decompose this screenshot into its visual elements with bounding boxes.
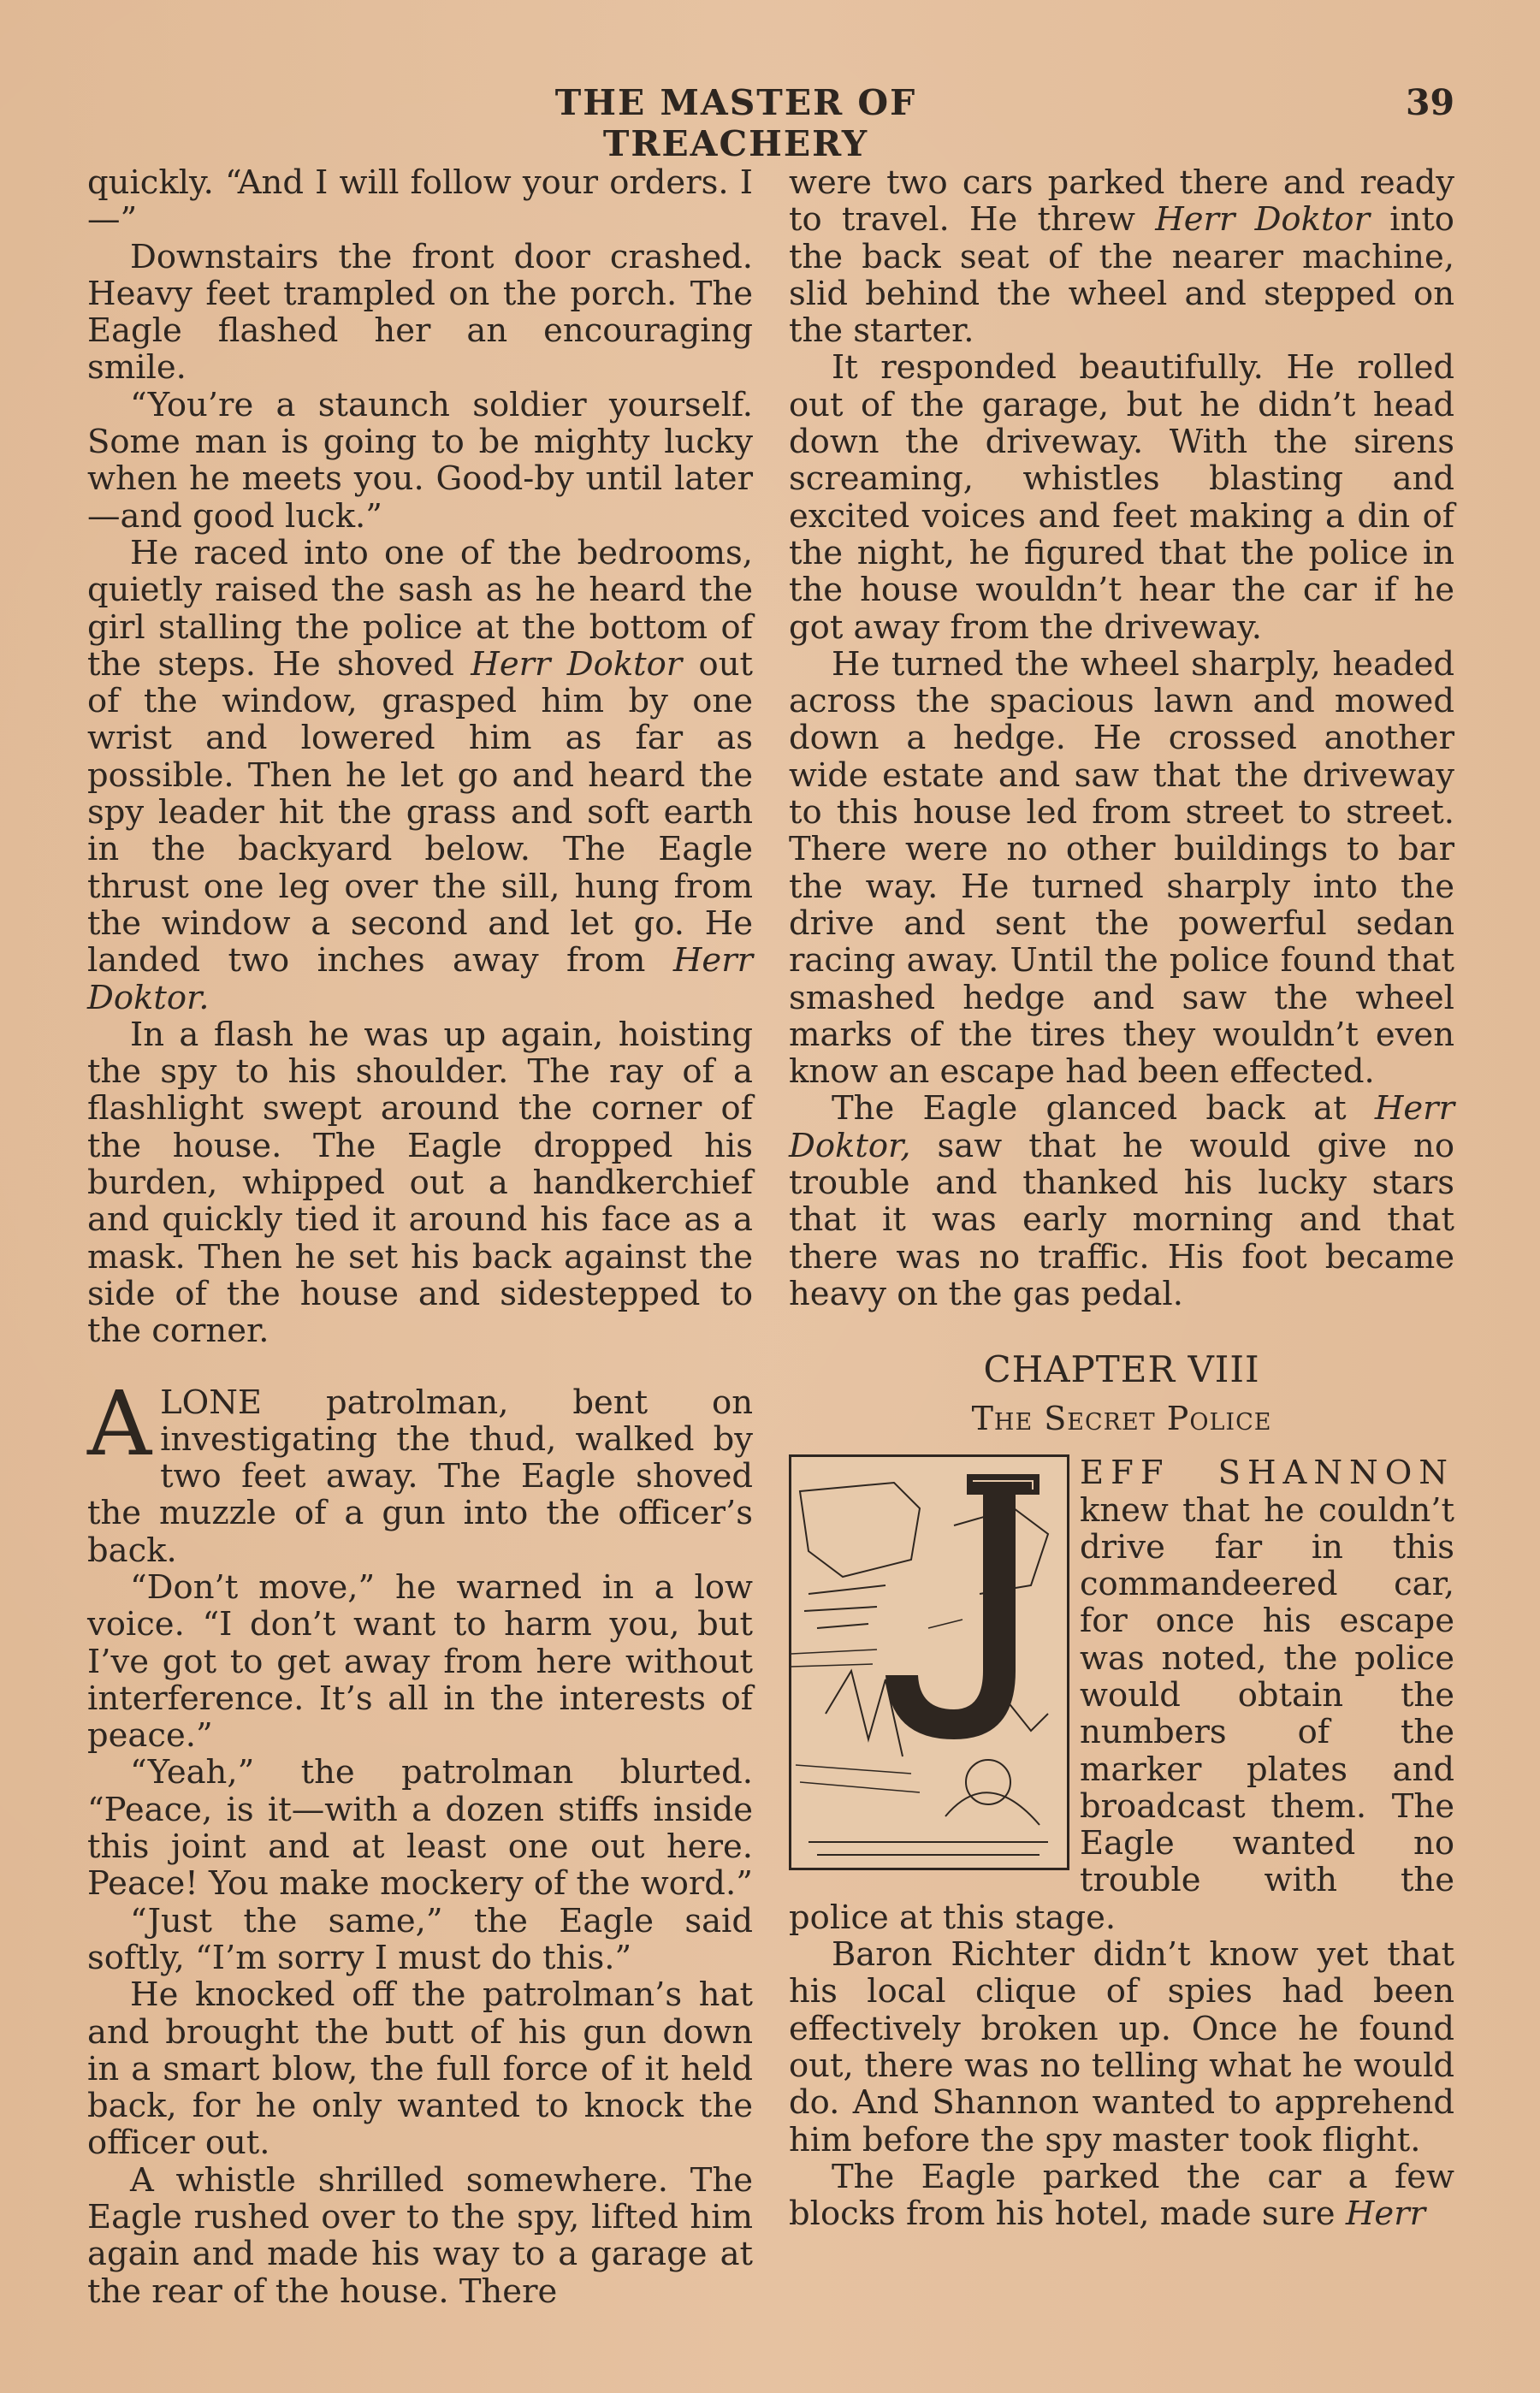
paragraph: A whistle shrilled somewhere. The Eagle rushed over to the spy, lifted him again and made his way to a garage at the rear of the house. There xyxy=(87,2160,753,2311)
drop-cap-letter: A xyxy=(87,1371,152,1476)
section-opening-paragraph: ALONE patrolman, bent on investigating the thud, walked by two feet away. The Eagle shoved the muzzle of a gun into the officer’s back. xyxy=(87,1371,753,1570)
italic-name: Herr Doktor xyxy=(471,644,683,684)
italic-name: Herr Doktor xyxy=(1155,200,1370,240)
paragraph: Downstairs the front door crashed. Heavy feet trampled on the porch. The Eagle flashed her an encouraging smile. xyxy=(87,237,753,388)
paragraph: In a flash he was up again, hoisting the spy to his shoulder. The ray of a flashlight swept around the corner of the house. The Eagle dropped his burden, whipped out a handkerchief and quickly tied it around his face as a mask. Then he set his back against the side of the house and sidestepped to the corner. xyxy=(87,1015,753,1351)
chapter-heading xyxy=(789,1347,1454,1444)
page-header xyxy=(86,82,1454,164)
left-column xyxy=(87,164,753,2310)
paragraph: Baron Richter didn’t know yet that his local clique of spies had been effectively broken up. Once he found out, there was no telling what he would do. And Shannon wanted to apprehend him before the spy master took flight. xyxy=(789,1935,1454,2159)
italic-name: Herr Doktor. xyxy=(87,941,754,1017)
paragraph: The Eagle parked the car a few blocks from his hotel, made sure Herr xyxy=(789,2157,1454,2234)
paragraph: It responded beautifully. He rolled out of the garage, but he didn’t head down the driveway. With the sirens screaming, whistles blasting and excited voices and feet making a din of the night, he figured that the police in the house wouldn’t hear the car if he got away from the driveway. xyxy=(789,348,1454,647)
paragraph: The Eagle glanced back at Herr Doktor, saw that he would give no trouble and thanked his lucky stars that it was early morning and that there was no traffic. His foot became heavy on the gas pedal. xyxy=(789,1089,1454,1313)
chapter-title: The Secret Police xyxy=(971,1400,1272,1438)
italic-name: Herr xyxy=(1345,2195,1426,2234)
opening-words: EFF SHANNON xyxy=(1080,1454,1454,1493)
running-title: THE MASTER OF TREACHERY xyxy=(554,82,917,164)
page-number: 39 xyxy=(1405,82,1454,123)
paragraph: He knocked off the patrolman’s hat and brought the butt of his gun down in a smart blow, the full force of it held back, for he only wanted to knock the officer out. xyxy=(87,1975,753,2163)
paragraph: He turned the wheel sharply, headed across the spacious lawn and mowed down a hedge. He crossed another wide estate and saw that the driveway to this house led from street to street. There were no other buildings to bar the way. He turned sharply into the drive and sent the powerful sedan racing away. Until the police found that smashed hedge and saw the wheel marks of the tires they wouldn’t even know an escape had been effected. xyxy=(789,644,1454,1092)
paragraph: were two cars parked there and ready to travel. He threw Herr Doktor into the back seat of the nearer machine, slid behind the wheel and stepped on the starter. xyxy=(789,163,1454,351)
paragraph: “You’re a staunch soldier yourself. Some man is going to be mighty lucky when he meets you. Good-by until later—and good luck.” xyxy=(87,385,753,536)
paragraph: He raced into one of the bedrooms, quietly raised the sash as he heard the girl stalling the police at the bottom of the steps. He shoved Herr Doktor out of the window, grasped him by one wrist and lowered him as far as possible. Then he let go and heard the spy leader hit the grass and soft earth in the backyard below. The Eagle thrust one leg over the sill, hung from the window a second and let go. He landed two inches away from Herr Doktor. xyxy=(87,533,754,1017)
paragraph: “Yeah,” the patrolman blurted. “Peace, is it—with a dozen stiffs inside this joint and at least one out here. Peace! You make mockery of the word.” xyxy=(87,1753,753,1904)
chapter-opening-paragraph: EFF SHANNON knew that he couldn’t drive far in this commandeered car, for once his escape was noted, the police would obtain the numbers of the marker plates and broadcast them. The Eagle wanted no trouble with the police at this stage. xyxy=(789,1454,1454,1937)
italic-name: Herr Doktor, xyxy=(789,1089,1454,1165)
paragraph: “Just the same,” the Eagle said softly, “I’m sorry I must do this.” xyxy=(87,1901,753,1977)
right-column xyxy=(789,164,1454,2232)
paragraph: quickly. “And I will follow your orders. I—” xyxy=(87,163,753,240)
paragraph: “Don’t move,” he warned in a low voice. “I don’t want to harm you, but I’ve got to get away from here without interference. It’s all in the interests of peace.” xyxy=(87,1567,753,1756)
drop-cap-j-illustration-icon xyxy=(789,1454,1069,1870)
chapter-number: CHAPTER VIII xyxy=(983,1348,1260,1391)
